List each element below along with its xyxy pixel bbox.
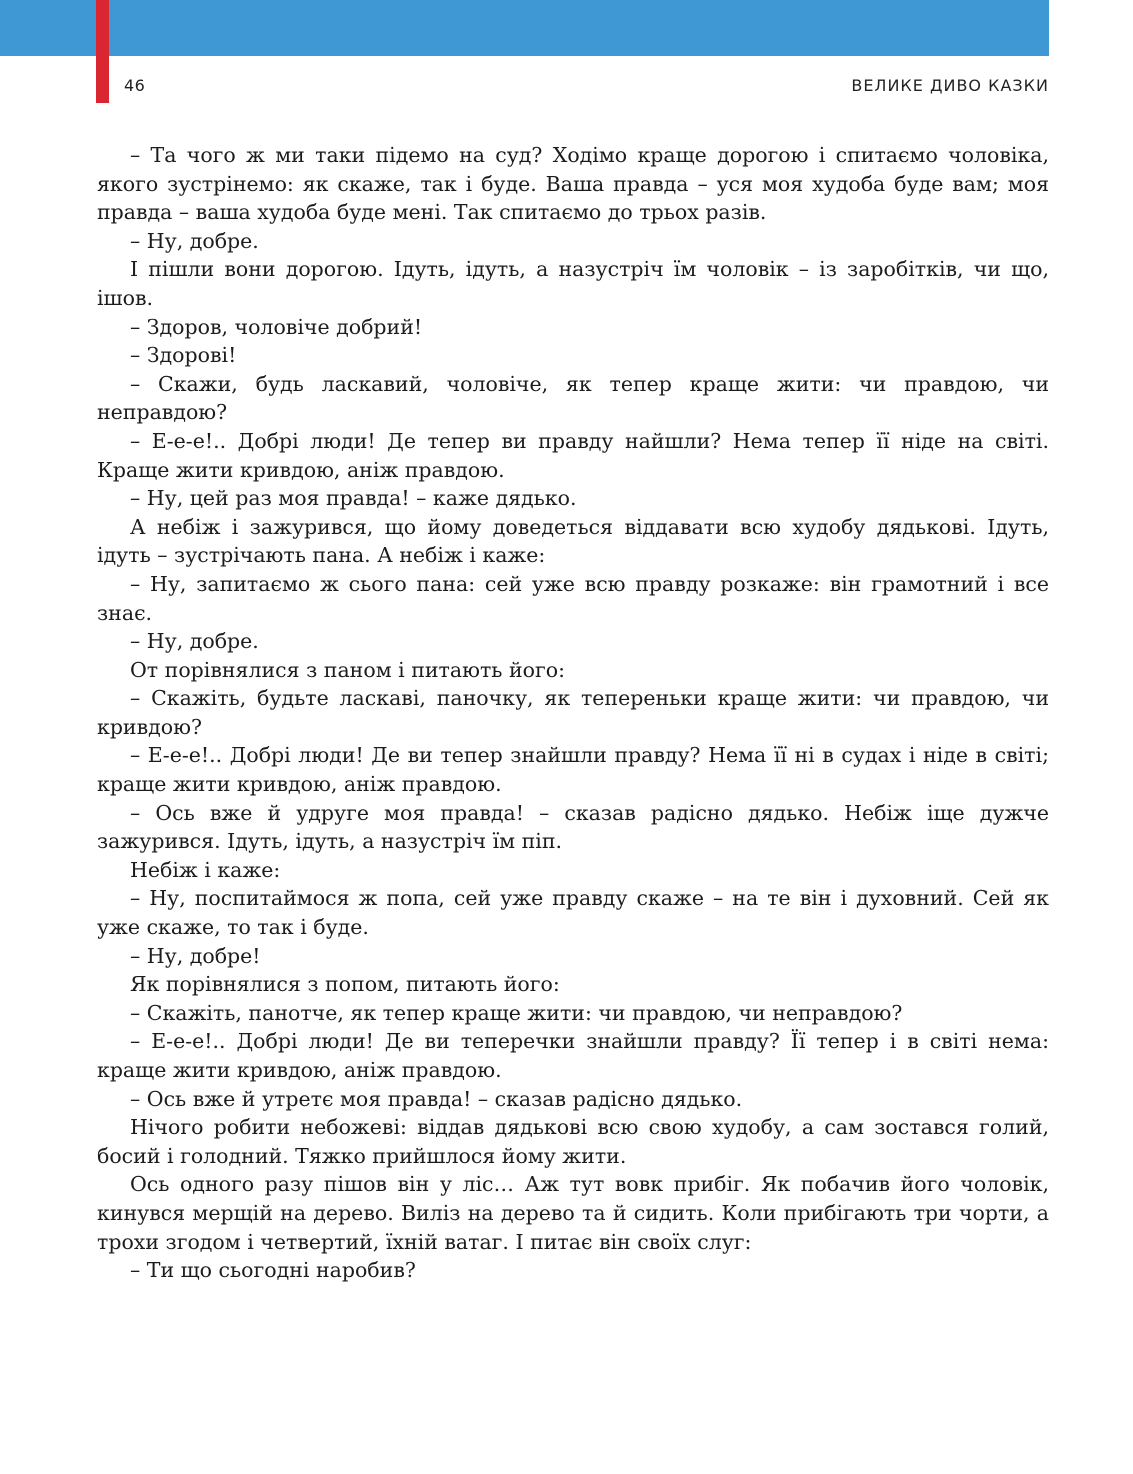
paragraph: – Ось вже й удруге моя правда! – сказав радісно дядько. Небіж іще дужче зажурився. Ідуть, ідуть, а назустріч їм піп. [97, 800, 1049, 854]
paragraph: – Е-е-е!.. Добрі люди! Де тепер ви правду найшли? Нема тепер її ніде на світі. Краще жити кривдою, аніж правдою. [97, 428, 1049, 482]
running-title: ВЕЛИКЕ ДИВО КАЗКИ [851, 76, 1049, 95]
paragraph: – Скажи, будь ласкавий, чоловіче, як тепер краще жити: чи правдою, чи неправдою? [97, 371, 1049, 425]
paragraph: – Ну, цей раз моя правда! – каже дядько. [130, 486, 577, 511]
paragraph: – Ну, поспитаймося ж попа, сей уже правду скаже – на те він і духовний. Сей як уже скаже, то так і буде. [97, 886, 1049, 940]
paragraph: Нічого робити небожеві: віддав дядькові всю свою худобу, а сам зостався голий, босий і голодний. Тяжко прийшлося йому жити. [97, 1115, 1049, 1168]
paragraph: – Е-е-е!.. Добрі люди! Де ви теперечки знайшли правду? Її тепер і в світі нема: краще жити кривдою, аніж правдою. [97, 1029, 1049, 1082]
paragraph: – Ну, добре. [130, 228, 259, 253]
paragraph: – Здоров, чоловіче добрий! [130, 314, 423, 339]
paragraph: – Скажіть, будьте ласкаві, паночку, як тепереньки краще жити: чи правдою, чи кривдою? [97, 686, 1049, 739]
paragraph: І пішли вони дорогою. Ідуть, ідуть, а назустріч їм чоловік – із заробітків, чи що, ішов. [97, 257, 1049, 310]
page-number: 46 [124, 76, 146, 95]
paragraph: – Ти що сьогодні наробив? [130, 1258, 416, 1283]
paragraph: Ось одного разу пішов він у ліс… Аж тут вовк прибіг. Як побачив його чоловік, кинувся мерщій на дерево. Виліз на дерево та й сидить. Коли прибігають три чорти, а трохи згодом і четвертий, їхній ватаг. І питає він своїх слуг: [97, 1172, 1049, 1254]
paragraph: – Здорові! [130, 343, 237, 368]
paragraph: Небіж і каже: [130, 857, 281, 882]
paragraph: – Скажіть, панотче, як тепер краще жити: чи правдою, чи неправдою? [130, 1000, 903, 1025]
paragraph: От порівнялися з паном і питають його: [130, 657, 565, 682]
paragraph: А небіж і зажурився, що йому доведеться віддавати всю худобу дядькові. Ідуть, ідуть – зустрічають пана. А небіж і каже: [97, 514, 1049, 568]
paragraph: – Ну, запитаємо ж сього пана: сей уже всю правду розкаже: він грамотний і все знає. [97, 571, 1049, 625]
paragraph: – Ну, добре! [130, 943, 261, 968]
paragraph: Як порівнялися з попом, питають його: [130, 972, 560, 997]
paragraph: – Е-е-е!.. Добрі люди! Де ви тепер знайшли правду? Нема її ні в судах і ніде в світі; краще жити кривдою, аніж правдою. [97, 743, 1049, 797]
header-color-band [0, 0, 1049, 56]
paragraph: – Ось вже й утретє моя правда! – сказав радісно дядько. [130, 1086, 743, 1111]
story-text [97, 141, 1049, 1285]
paragraph: – Ну, добре. [130, 629, 259, 654]
paragraph: – Та чого ж ми таки підемо на суд? Ходімо краще дорогою і спитаємо чоловіка, якого зустрінемо: як скаже, так і буде. Ваша правда – уся моя худоба буде вам; моя правда – ваша худоба буде мені. Так спитаємо до трьох разів. [97, 143, 1049, 225]
chapter-marker-bar [96, 0, 109, 103]
